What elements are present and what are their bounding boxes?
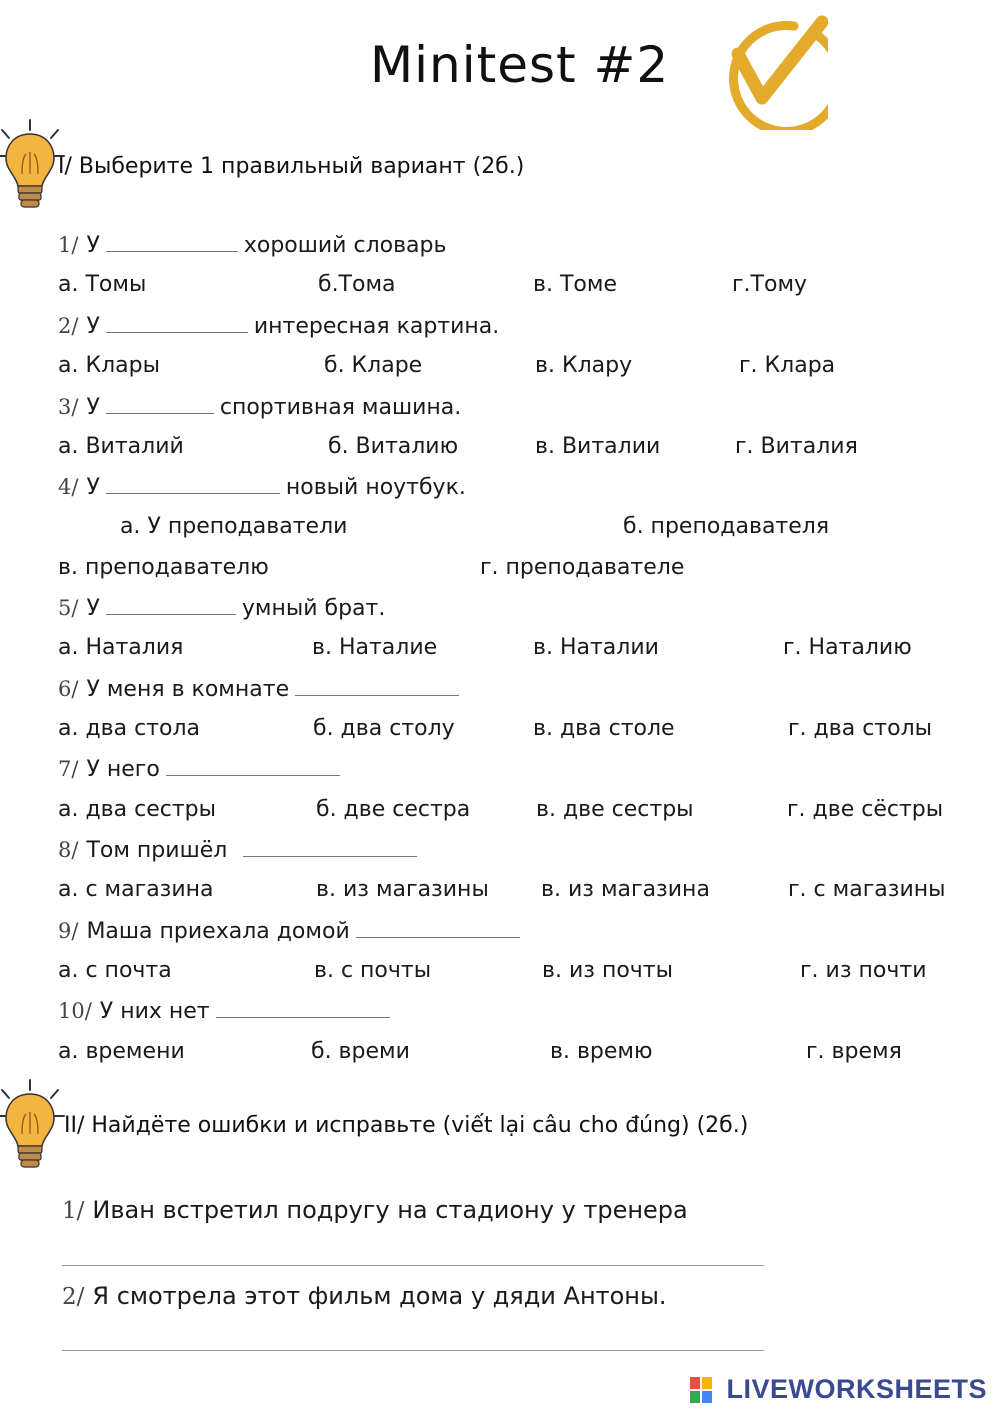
option-d[interactable]: г. Клара	[739, 353, 836, 378]
answer-blank[interactable]	[356, 917, 520, 938]
option-a[interactable]: а. с магазина	[58, 877, 214, 902]
question-number: 4/	[58, 475, 79, 499]
question-number: 7/	[58, 757, 79, 781]
brand-wordmark: LIVEWORKSHEETS	[726, 1374, 987, 1404]
question-text-after: спортивная машина.	[219, 395, 462, 420]
sentence-number: 2/	[62, 1284, 85, 1310]
question-number: 1/	[58, 233, 79, 257]
question-4	[58, 473, 466, 502]
answer-blank[interactable]	[106, 393, 214, 414]
answer-blank[interactable]	[243, 836, 417, 857]
question-text-before: Том пришёл	[86, 838, 228, 863]
sentence-text: Я смотрела этот фильм дома у дяди Антоны.	[92, 1282, 667, 1310]
lightbulb-icon	[0, 1078, 66, 1174]
question-6	[58, 675, 465, 704]
option-b[interactable]: в. Наталие	[312, 635, 438, 660]
option-b[interactable]: б. времи	[311, 1039, 410, 1064]
question-7	[58, 755, 346, 784]
answer-blank[interactable]	[106, 594, 236, 615]
question-3	[58, 393, 461, 422]
question-text-before: У	[86, 596, 100, 621]
option-d[interactable]: г. преподавателе	[480, 555, 685, 580]
option-b[interactable]: б. преподавателя	[623, 514, 830, 539]
answer-blank[interactable]	[106, 312, 248, 333]
question-text-before: У	[86, 475, 100, 500]
option-d[interactable]: г. два столы	[788, 716, 932, 741]
option-b[interactable]: б.Тома	[318, 272, 396, 297]
question-text-before: У	[86, 233, 100, 258]
option-c[interactable]: в. времю	[550, 1039, 653, 1064]
option-d[interactable]: г. время	[806, 1039, 902, 1064]
question-2	[58, 312, 499, 341]
option-c[interactable]: в. из магазина	[541, 877, 710, 902]
answer-line[interactable]	[62, 1265, 764, 1266]
correction-sentence-2	[62, 1281, 667, 1312]
option-c[interactable]: в. преподавателю	[58, 555, 269, 580]
liveworksheets-logo-icon	[690, 1377, 712, 1403]
option-a[interactable]: а. Томы	[58, 272, 147, 297]
question-text-after: новый ноутбук.	[285, 475, 466, 500]
option-c[interactable]: в. Виталии	[535, 434, 661, 459]
question-9	[58, 917, 526, 946]
option-a[interactable]: а. с почта	[58, 958, 172, 983]
option-d[interactable]: г. Виталия	[735, 434, 858, 459]
section-heading-part2: II/ Найдёте ошибки и исправьте (viết lại câu cho đúng) (2б.)	[64, 1113, 749, 1138]
question-text-before: У него	[86, 757, 160, 782]
question-8	[58, 836, 423, 865]
lightbulb-icon	[0, 118, 66, 214]
sentence-number: 1/	[62, 1198, 85, 1224]
option-a[interactable]: а. Наталия	[58, 635, 184, 660]
option-b[interactable]: б. два столу	[313, 716, 455, 741]
question-number: 5/	[58, 596, 79, 620]
option-b[interactable]: в. с почты	[314, 958, 432, 983]
question-text-after: хороший словарь	[243, 233, 447, 258]
question-number: 3/	[58, 395, 79, 419]
section-heading-part1: I/ Выберите 1 правильный вариант (2б.)	[58, 154, 525, 179]
option-a[interactable]: а. У преподаватели	[120, 514, 348, 539]
option-d[interactable]: г. Наталию	[783, 635, 912, 660]
option-a[interactable]: а. два сестры	[58, 797, 216, 822]
option-a[interactable]: а. Клары	[58, 353, 160, 378]
question-text-before: У	[86, 314, 100, 339]
question-text-before: У	[86, 395, 100, 420]
option-a[interactable]: а. Виталий	[58, 434, 184, 459]
question-text-before: Маша приехала домой	[86, 919, 350, 944]
question-number: 6/	[58, 677, 79, 701]
question-10	[58, 997, 396, 1026]
option-d[interactable]: г.Тому	[732, 272, 808, 297]
option-c[interactable]: в. из почты	[542, 958, 673, 983]
option-c[interactable]: в. два столе	[533, 716, 675, 741]
option-c[interactable]: в. две сестры	[536, 797, 694, 822]
answer-blank[interactable]	[106, 473, 280, 494]
option-d[interactable]: г. из почти	[800, 958, 927, 983]
correction-sentence-1	[62, 1195, 688, 1226]
question-5	[58, 594, 385, 623]
option-b[interactable]: б. Виталию	[328, 434, 459, 459]
question-text-before: У них нет	[99, 999, 210, 1024]
option-b[interactable]: в. из магазины	[316, 877, 489, 902]
question-number: 10/	[58, 999, 92, 1023]
answer-line[interactable]	[62, 1350, 764, 1351]
question-text-after: интересная картина.	[253, 314, 500, 339]
option-c[interactable]: в. Наталии	[533, 635, 659, 660]
question-text-before: У меня в комнате	[86, 677, 290, 702]
checkmark-badge-icon	[704, 12, 828, 130]
option-c[interactable]: в. Томе	[533, 272, 617, 297]
option-b[interactable]: б. Кларе	[324, 353, 423, 378]
option-d[interactable]: г. с магазины	[788, 877, 946, 902]
question-number: 8/	[58, 838, 79, 862]
answer-blank[interactable]	[166, 755, 340, 776]
option-d[interactable]: г. две сёстры	[787, 797, 944, 822]
answer-blank[interactable]	[295, 675, 459, 696]
option-a[interactable]: а. два стола	[58, 716, 201, 741]
question-number: 9/	[58, 919, 79, 943]
option-c[interactable]: в. Клару	[535, 353, 633, 378]
option-b[interactable]: б. две сестра	[316, 797, 471, 822]
answer-blank[interactable]	[106, 231, 238, 252]
answer-blank[interactable]	[216, 997, 390, 1018]
option-a[interactable]: а. времени	[58, 1039, 185, 1064]
question-number: 2/	[58, 314, 79, 338]
question-1	[58, 231, 446, 260]
question-text-after: умный брат.	[241, 596, 386, 621]
page-title: Minitest #2	[370, 36, 670, 94]
sentence-text: Иван встретил подругу на стадиону у тренера	[92, 1196, 688, 1224]
